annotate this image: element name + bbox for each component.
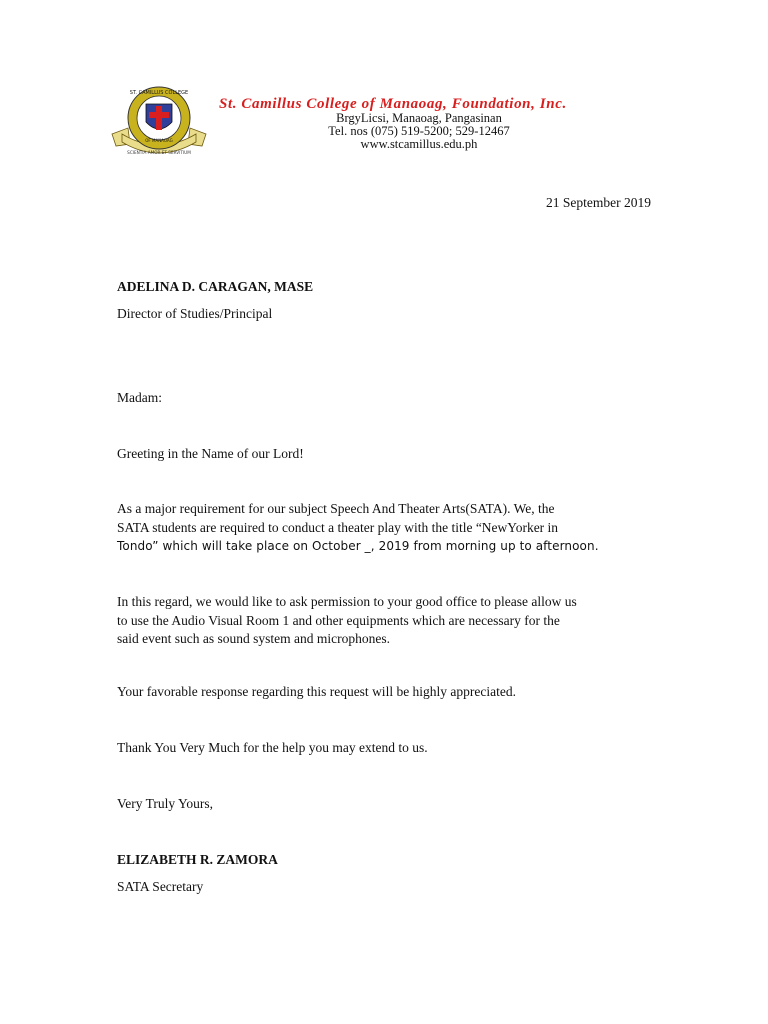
salutation: Madam:: [117, 390, 162, 405]
paragraph-request-line-1: As a major requirement for our subject Speech And Theater Arts(SATA). We, the: [117, 501, 555, 516]
college-seal-icon: [108, 84, 210, 162]
signatory-title: SATA Secretary: [117, 879, 204, 894]
college-address: BrgyLicsi, Manaoag, Pangasinan: [336, 111, 502, 125]
college-telephone: Tel. nos (075) 519-5200; 529-12467: [328, 124, 510, 138]
paragraph-permission: [117, 593, 637, 649]
recipient-title: Director of Studies/Principal: [117, 306, 273, 321]
recipient-name: ADELINA D. CARAGAN, MASE: [117, 279, 314, 294]
paragraph-request: [117, 500, 637, 556]
paragraph-appreciation: Your favorable response regarding this request will be highly appreciated.: [117, 684, 517, 699]
college-name: St. Camillus College of Manaoag, Foundation, Inc.: [219, 96, 567, 112]
paragraph-permission-line-2: to use the Audio Visual Room 1 and other equipments which are necessary for the: [117, 612, 560, 628]
paragraph-request-line-2: SATA students are required to conduct a theater play with the title “NewYorker in: [117, 519, 559, 535]
seal-top-text: ST. CAMILLUS COLLEGE: [129, 90, 189, 96]
seal-motto: SCIENTIA AMOR ET SERVITIUM: [127, 150, 191, 155]
greeting: Greeting in the Name of our Lord!: [117, 446, 304, 461]
signatory-name: ELIZABETH R. ZAMORA: [117, 852, 278, 867]
college-website: www.stcamillus.edu.ph: [360, 137, 478, 151]
paragraph-permission-line-3: said event such as sound system and microphones.: [117, 631, 390, 646]
paragraph-permission-line-1: In this regard, we would like to ask permission to your good office to please allow us: [117, 594, 577, 609]
seal-inner-text: OF MANAOAG: [145, 138, 173, 143]
paragraph-request-line-3: Tondo” which will take place on October _, 2019 from morning up to afternoon.: [117, 539, 599, 553]
letter-date: 21 September 2019: [546, 195, 651, 210]
paragraph-thanks: Thank You Very Much for the help you may extend to us.: [117, 740, 428, 755]
closing: Very Truly Yours,: [117, 796, 214, 811]
